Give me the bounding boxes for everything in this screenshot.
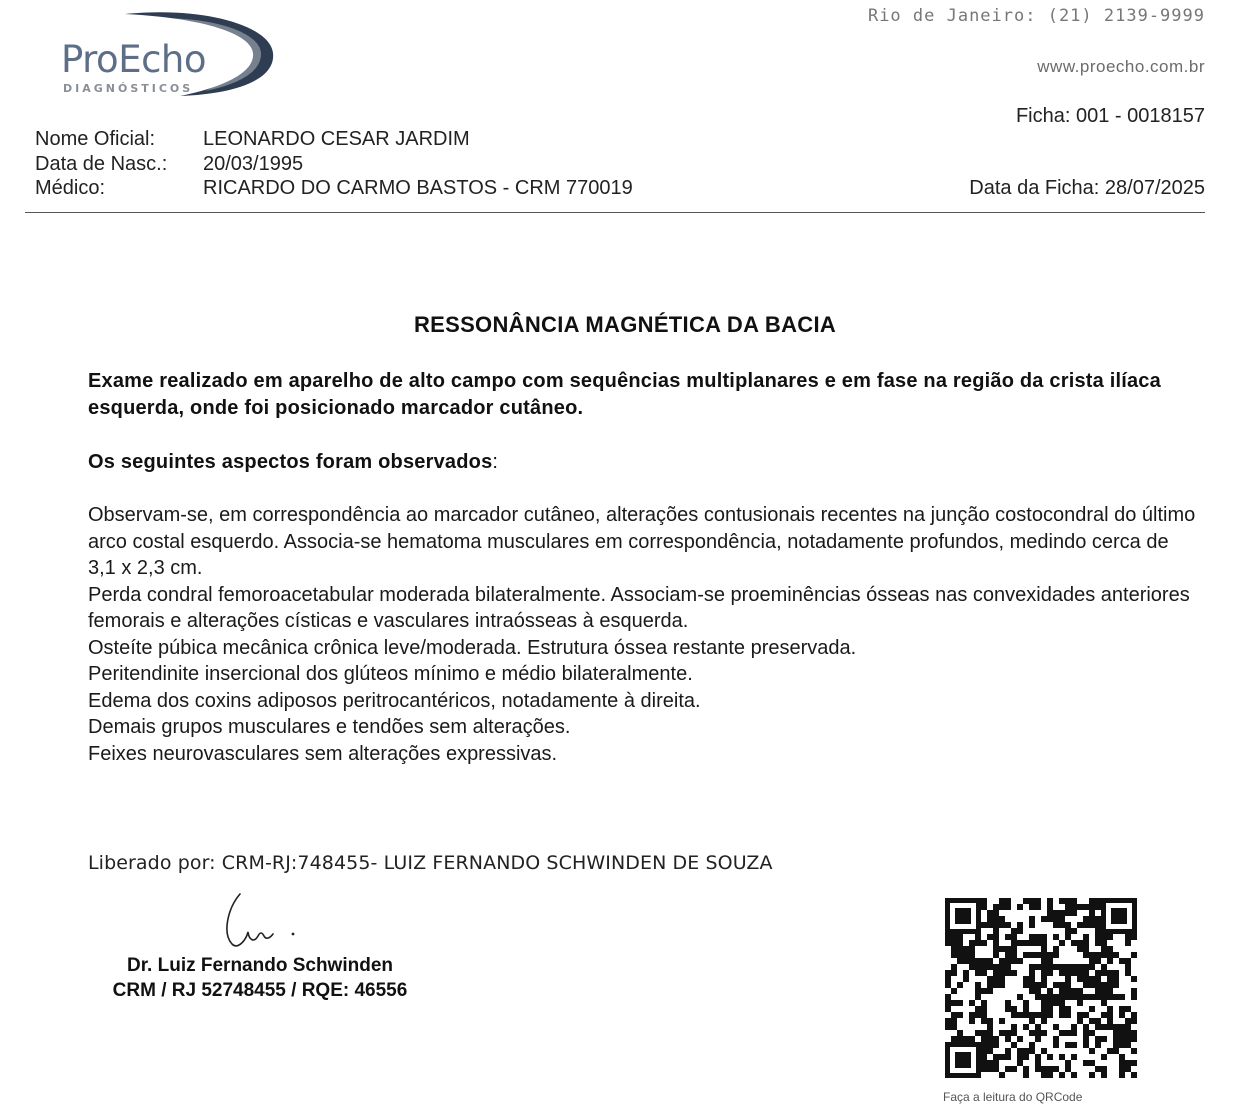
finding-item: Peritendinite insercional dos glúteos mínimo e médio bilateralmente. bbox=[88, 663, 693, 685]
finding-item: Perda condral femoroacetabular moderada bilateralmente. Associam-se proeminências ósseas nas convexidades anteriores femorais e alterações císticas e vasculares intraósseas à esquerda. bbox=[88, 583, 1190, 632]
patient-dob-label: Data de Nasc.: bbox=[35, 153, 168, 175]
finding-item: Demais grupos musculares e tendões sem alterações. bbox=[88, 716, 571, 738]
signer-block bbox=[80, 953, 440, 1003]
report-title: RESSONÂNCIA MAGNÉTICA DA BACIA bbox=[413, 312, 837, 337]
finding-item: Observam-se, em correspondência ao marcador cutâneo, alterações contusionais recentes na junção costocondral do último arco costal esquerdo. Associa-se hematoma musculares em correspondência, notadamente profundos, medindo cerca de 3,1 x 2,3 cm. bbox=[88, 504, 1196, 579]
proecho-logo bbox=[55, 8, 280, 103]
aspects-heading-colon: : bbox=[492, 451, 498, 473]
doctor-label: Médico: bbox=[35, 177, 106, 199]
phone-number: Rio de Janeiro: (21) 2139-9999 bbox=[867, 6, 1205, 26]
header-divider bbox=[25, 212, 1205, 213]
signer-name: Dr. Luiz Fernando Schwinden bbox=[126, 955, 394, 976]
finding-item: Feixes neurovasculares sem alterações expressivas. bbox=[88, 742, 558, 765]
report-intro: Exame realizado em aparelho de alto campo com sequências multiplanares e em fase na região da crista ilíaca esquerda, onde foi posicionado marcador cutâneo. bbox=[88, 370, 1161, 419]
logo-tagline: DIAGNÓSTICOS bbox=[63, 82, 194, 95]
website-link[interactable]: www.proecho.com.br bbox=[1037, 57, 1205, 76]
logo-wordmark: ProEcho bbox=[61, 38, 207, 81]
signature-icon bbox=[218, 888, 318, 958]
aspects-heading-text: Os seguintes aspectos foram observados bbox=[88, 451, 493, 473]
doctor-value: RICARDO DO CARMO BASTOS - CRM 770019 bbox=[203, 177, 633, 199]
findings-list bbox=[88, 502, 1198, 767]
patient-dob-value: 20/03/1995 bbox=[203, 153, 304, 175]
aspects-heading bbox=[88, 449, 1178, 476]
qr-code-icon[interactable] bbox=[943, 898, 1139, 1078]
patient-name-value: LEONARDO CESAR JARDIM bbox=[203, 128, 470, 150]
signer-crm: CRM / RJ 52748455 / RQE: 46556 bbox=[112, 980, 408, 1001]
finding-item: Osteíte púbica mecânica crônica leve/moderada. Estrutura óssea restante preservada. bbox=[88, 636, 857, 659]
released-by: Liberado por: CRM-RJ:748455- LUIZ FERNANDO SCHWINDEN DE SOUZA bbox=[88, 852, 773, 874]
qr-caption: Faça a leitura do QRCode bbox=[943, 1090, 1083, 1104]
finding-item: Edema dos coxins adiposos peritrocantéricos, notadamente à direita. bbox=[88, 689, 701, 712]
patient-name-label: Nome Oficial: bbox=[35, 128, 156, 150]
ficha-date: Data da Ficha: 28/07/2025 bbox=[969, 177, 1205, 199]
ficha-number: Ficha: 001 - 0018157 bbox=[1015, 105, 1205, 127]
